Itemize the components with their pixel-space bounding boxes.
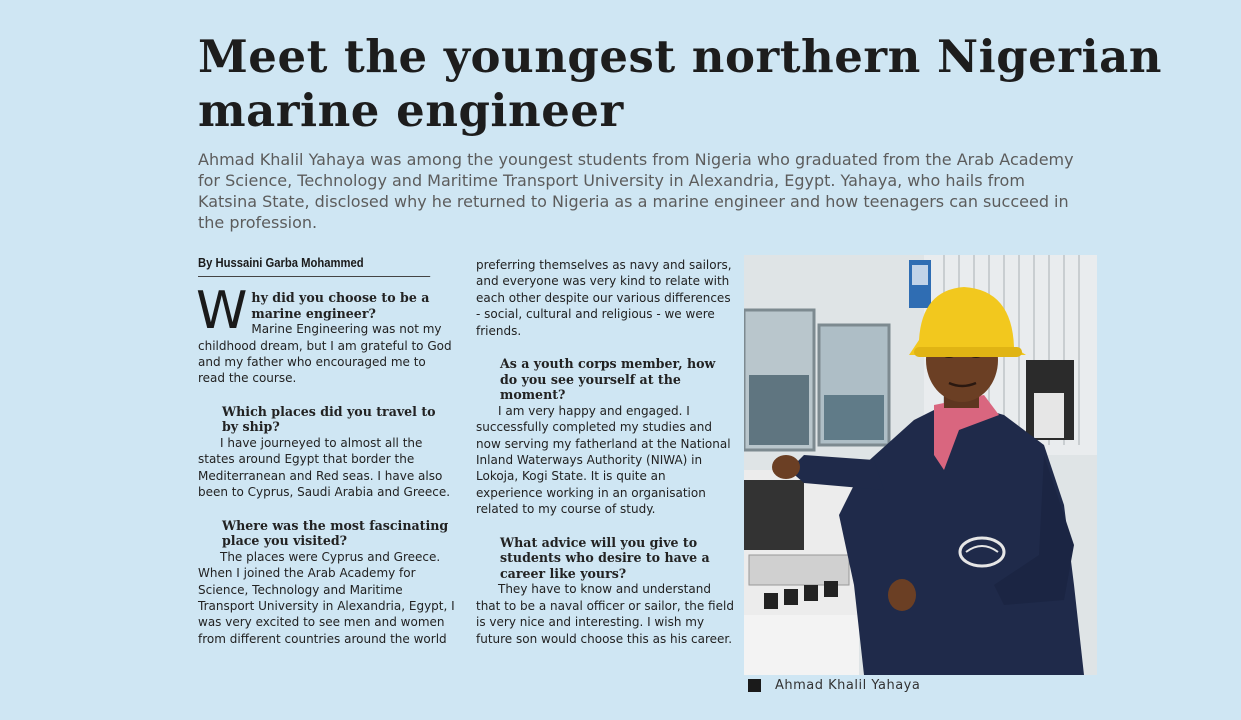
question-3: Where was the most fascinating place you visited? [222, 517, 449, 549]
question-4: As a youth corps member, how do you see yourself at the moment? [500, 356, 716, 403]
question-2: Which places did you travel to by ship? [222, 403, 436, 435]
article-column-2 [476, 257, 734, 664]
engineer-photo-illustration [744, 255, 1097, 675]
answer-2: I have journeyed to almost all the states around Egypt that border the Mediterranean and Red seas. I have also been to Cyprus, Saudi Arabia and Greece. [198, 436, 451, 500]
headline: Meet the youngest northern Nigerian marine engineer [198, 30, 1162, 137]
answer-4: I am very happy and engaged. I successfully completed my studies and now serving my fatherland at the National Inland Waterways Authority (NIWA) in Lokoja, Kogi State. It is quite an experience working in an organisation related to my course of study. [476, 403, 731, 517]
byline: By Hussaini Garba Mohammed [198, 256, 430, 277]
answer-1: Marine Engineering was not my childhood dream, but I am grateful to God and my father who encouraged me to read the course. [198, 322, 452, 386]
engineer-photo [744, 255, 1097, 675]
standfirst: Ahmad Khalil Yahaya was among the youngest students from Nigeria who graduated from the Arab Academy for Science, Technology and Maritime Transport University in Alexandria, Egypt. Yahaya, who hails from Katsina State, disclosed why he returned to Nigeria as a marine engineer and how teenagers can succeed in the profession. [198, 150, 1074, 232]
question-1 [196, 281, 456, 341]
drop-cap: W [196, 281, 248, 341]
photo-caption [748, 678, 920, 693]
caption-square-icon [748, 679, 761, 692]
question-1-text: hy did you choose to be a marine engineer? [251, 290, 430, 321]
question-5: What advice will you give to students who desire to have a career like yours? [500, 534, 710, 581]
article-column-1 [196, 281, 456, 664]
answer-5: They have to know and understand that to be a naval officer or sailor, the field is very nice and interesting. I wish my future son would choose this as his career. [476, 582, 734, 646]
answer-3: The places were Cyprus and Greece. When I joined the Arab Academy for Science, Technology and Maritime Transport University in Alexandria, Egypt, I was very excited to see men and women from different countries around the world [198, 549, 455, 646]
caption-text: Ahmad Khalil Yahaya [775, 678, 921, 693]
answer-3-continued: preferring themselves as navy and sailors, and everyone was very kind to relate with each other despite our various differences - social, cultural and religious - we were friends. [476, 258, 732, 338]
